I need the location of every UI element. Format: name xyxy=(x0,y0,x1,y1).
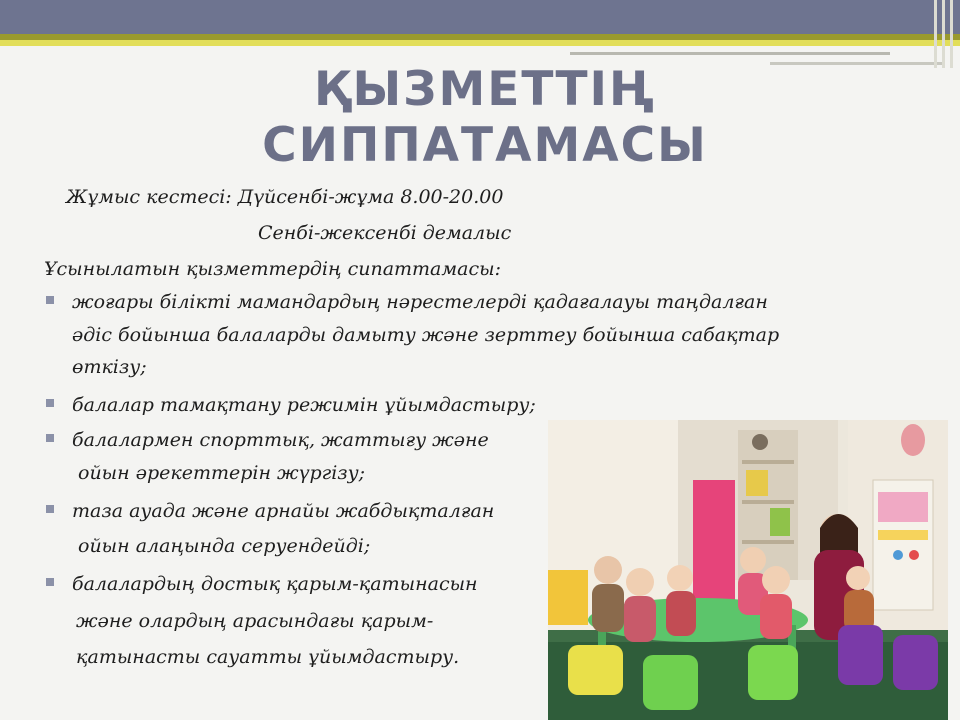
list-item-line: балалардың достық қарым-қатынасын xyxy=(72,573,478,595)
slide-title-line2: СИППАТАМАСЫ xyxy=(262,118,708,173)
header-line xyxy=(770,62,945,65)
list-item-line: жоғары білікті мамандардың нәрестелерді қадағалауы таңдалған xyxy=(72,291,768,313)
schedule-line: Сенбі-жексенбі демалыс xyxy=(258,222,512,244)
list-item-line: ойын алаңында серуендейді; xyxy=(78,535,371,557)
bullet-icon xyxy=(46,296,54,304)
classroom-photo xyxy=(548,420,948,720)
bullet-icon xyxy=(46,505,54,513)
list-item-line: және олардың арасындағы қарым- xyxy=(76,610,434,632)
list-item-line: балалармен спорттық, жаттығу және xyxy=(72,429,489,451)
header-bar xyxy=(0,0,960,34)
header-stripe-yellow xyxy=(0,40,960,46)
list-item-line: таза ауада және арнайы жабдықталған xyxy=(72,500,495,522)
schedule-line: Жұмыс кестесі: Дүйсенбі-жұма 8.00-20.00 xyxy=(66,186,504,208)
services-heading: Ұсынылатын қызметтердің сипаттамасы: xyxy=(44,258,501,280)
list-item-line: қатынасты сауатты ұйымдастыру. xyxy=(76,646,460,668)
list-item-line: өткізу; xyxy=(72,356,147,378)
list-item-line: әдіс бойынша балаларды дамыту және зерттеу бойынша сабақтар xyxy=(72,324,780,346)
slide-title-line1: ҚЫЗМЕТТІҢ xyxy=(314,62,656,117)
list-item-line: балалар тамақтану режимін ұйымдастыру; xyxy=(72,394,536,416)
header-vertical-bars xyxy=(930,0,960,68)
header-line xyxy=(570,52,890,55)
slide-title xyxy=(195,62,775,174)
list-item-line: ойын әрекеттерін жүргізу; xyxy=(78,462,366,484)
bullet-icon xyxy=(46,578,54,586)
bullet-icon xyxy=(46,399,54,407)
bullet-icon xyxy=(46,434,54,442)
